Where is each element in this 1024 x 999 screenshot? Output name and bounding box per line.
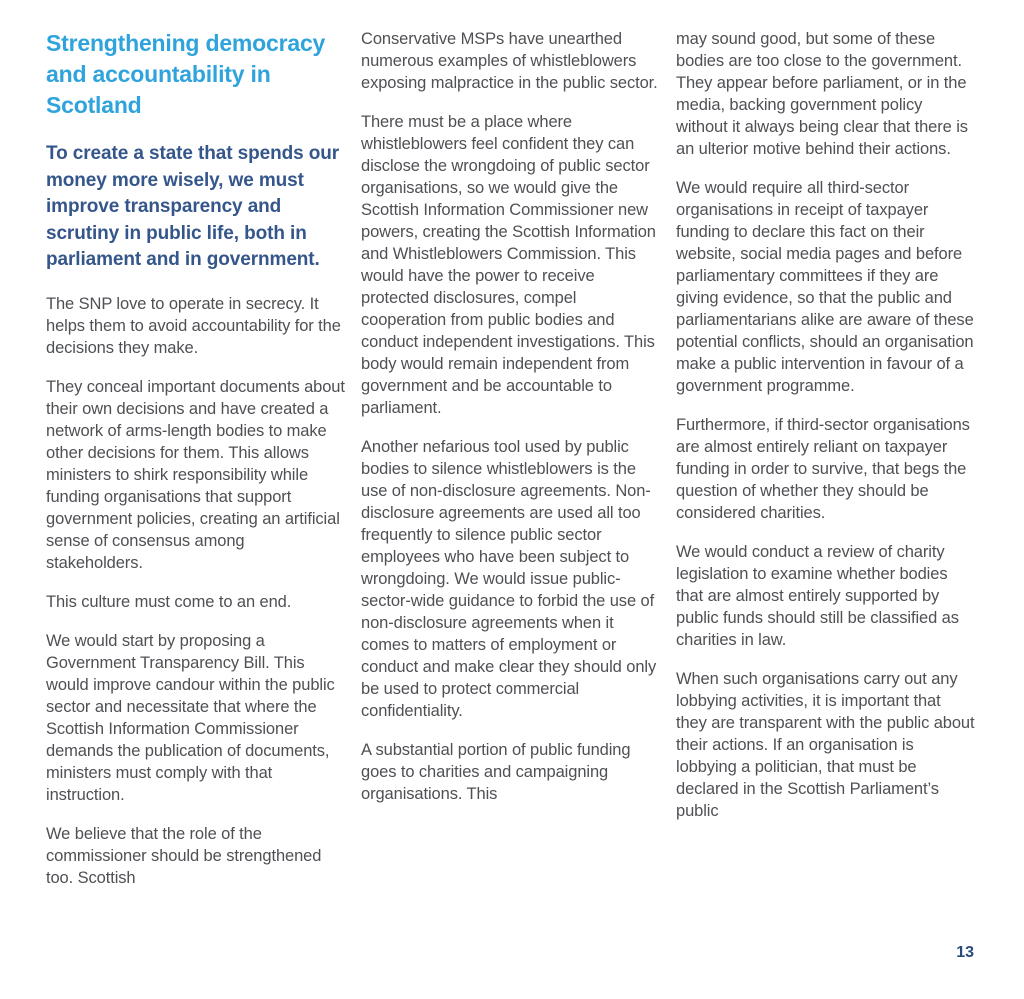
paragraph: There must be a place where whistleblowers feel confident they can disclose the wrongdoing of public sector organisations, so we would give the Scottish Information Commissioner new powers, creating the Scottish Information and Whistleblowers Commission. This would have the power to receive protected disclosures, compel cooperation from public bodies and conduct independent investigations. This body would remain independent from government and be accountable to parliament.: [361, 113, 656, 417]
column-middle-paragraphs: [361, 28, 660, 805]
paragraph: Furthermore, if third-sector organisations are almost entirely reliant on taxpayer funding in order to survive, that begs the question of whether they should be considered charities.: [676, 416, 970, 522]
column-left: [46, 28, 345, 889]
page-number: 13: [956, 944, 974, 961]
page-title: Strengthening democracy and accountability in Scotland: [46, 30, 326, 118]
article-standfirst: To create a state that spends our money more wisely, we must improve transparency and scrutiny in public life, both in parliament and in government.: [46, 143, 340, 270]
paragraph: We would start by proposing a Government Transparency Bill. This would improve candour within the public sector and necessitate that where the Scottish Information Commissioner demands the publication of documents, ministers must comply with that instruction.: [46, 631, 335, 804]
paragraph: We would conduct a review of charity legislation to examine whether bodies that are almost entirely supported by public funds should still be classified as charities in law.: [676, 543, 959, 649]
paragraph: may sound good, but some of these bodies are too close to the government. They appear before parliament, or in the media, backing government policy without it always being clear that there is an ulterior motive behind their actions.: [676, 30, 968, 158]
paragraph: We would require all third-sector organisations in receipt of taxpayer funding to declare this fact on their website, social media pages and before parliamentary committees if they are giving evidence, so that the public and parliamentarians alike are aware of these potential conflicts, should an organisation make a public intervention in favour of a government programme.: [676, 179, 974, 395]
paragraph: This culture must come to an end.: [46, 592, 292, 611]
column-right-paragraphs: [676, 28, 975, 822]
paragraph: We believe that the role of the commissioner should be strengthened too. Scottish: [46, 824, 322, 887]
paragraph: When such organisations carry out any lobbying activities, it is important that they are transparent with the public about their actions. If an organisation is lobbying a politician, that must be declared in the Scottish Parliament’s public: [676, 670, 975, 820]
paragraph: The SNP love to operate in secrecy. It helps them to avoid accountability for the decisions they make.: [46, 294, 341, 357]
paragraph: A substantial portion of public funding goes to charities and campaigning organisations. This: [361, 741, 631, 803]
document-page-content: [46, 28, 976, 889]
paragraph: They conceal important documents about their own decisions and have created a network of arms-length bodies to make other decisions for them. This allows ministers to shirk responsibility while funding organisations that support government policies, creating an artificial sense of consensus among stakeholders.: [46, 377, 345, 572]
column-left-paragraphs: [46, 293, 345, 889]
paragraph: Another nefarious tool used by public bodies to silence whistleblowers is the use of non-disclosure agreements. Non-disclosure agreements are used all too frequently to silence public sector employees who have been subject to wrongdoing. We would issue public-sector-wide guidance to forbid the use of non-disclosure agreements when it comes to matters of employment or conduct and make clear they should only be used to protect commercial confidentiality.: [361, 438, 657, 720]
column-middle: [361, 28, 660, 889]
column-right: [676, 28, 975, 889]
paragraph: Conservative MSPs have unearthed numerous examples of whistleblowers exposing malpractice in the public sector.: [361, 30, 658, 92]
